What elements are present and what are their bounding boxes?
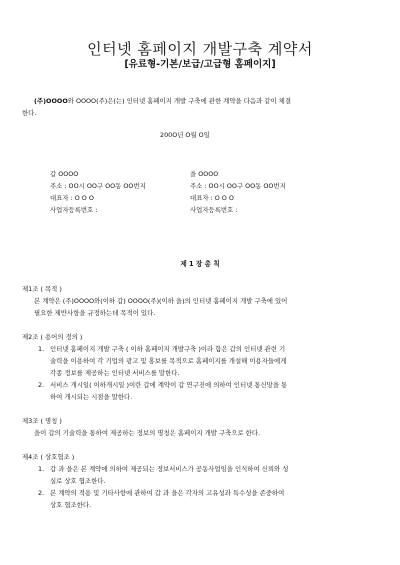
article-2-title: 제2조 ( 용어의 정의 ) (22, 333, 83, 341)
party-a-address: 주소 : OO시 OO구 OO동 OO번지 (50, 182, 146, 190)
article-4-item-2-num: 2. (38, 489, 45, 497)
article-1-line: 필요한 제반사항을 규정하는데 목적이 있다. (34, 309, 156, 317)
contract-date: 200O년 O월 O일 (160, 131, 210, 139)
party-a-ceo: 대표자 : O O O (50, 194, 94, 202)
article-2-item-1-num: 1. (38, 345, 45, 353)
chapter-heading: 제 1 장 총 칙 (180, 260, 220, 268)
article-4-title: 제4조 ( 상호협조 ) (22, 453, 75, 461)
document-subtitle: [유료형-기본/보급/고급형 홈페이지] (124, 59, 276, 70)
intro-company: (주)OOOO (34, 97, 68, 105)
party-a-name: 갑 OOOO (50, 170, 79, 178)
party-a-bizno: 사업자등록번호 : (50, 206, 98, 214)
document-title: 인터넷 홈페이지 개발구축 계약서 (87, 40, 313, 58)
party-b-ceo: 대표자 : O O O (190, 194, 234, 202)
article-2-item-2-line: 하여 개시되는 시점을 말한다. (50, 393, 133, 401)
party-b-name: 을 OOOO (190, 170, 219, 178)
article-4-item-2-line: 상호 협조한다. (50, 501, 92, 509)
article-3-title: 제3조 ( 명칭 ) (22, 417, 62, 425)
intro-line-1: (주)OOOO와 OOOO(주)은(는) 인터넷 홈페이지 개발 구축에 관한 계약을 다음과 같이 체결 (34, 97, 292, 105)
intro-line-2: 한다. (22, 109, 37, 117)
article-4-item-1-line: 실로 상호 협조한다. (50, 477, 106, 485)
party-b-address: 주소 : OO시 OO구 OO동 OO번지 (190, 182, 286, 190)
article-4-item-2-line: 본 계약의 적용 및 기타사항에 관하여 갑 과 을은 각자의 고유성과 특수성을 존중하여 (50, 489, 285, 497)
article-2-item-2-num: 2. (38, 381, 45, 389)
party-b-bizno: 사업자등록번호 : (190, 206, 238, 214)
article-1-line: 본 계약은 (주)OOOO와(이하 갑) OOOO(주)(이하 을)의 인터넷 홈페이지 개발 구축에 있어 (34, 297, 288, 305)
article-2-item-1-line: 각종 정보를 제공하는 인터넷 서비스를 말한다. (50, 369, 180, 377)
article-4-item-1-num: 1. (38, 465, 45, 473)
article-2-item-2-line: 서비스 개시일( 이하개시일 )이란 갑에 계약이 갑 연구진에 의하여 인터넷 통신망을 통 (50, 381, 288, 389)
article-1-title: 제1조 ( 목적 ) (22, 285, 62, 293)
article-2-item-1-line: 술력을 이용하여 각 기업의 광고 및 홍보를 목적으로 홈페이지를 개설해 이용자들에게 (50, 357, 287, 365)
article-2-item-1-line: 인터넷 홈페이지 개발 구축 ( 이하 홈페이지 개발구축 )이라 함은 갑의 인터넷 관련 기 (50, 345, 286, 353)
article-3-line: 을이 갑의 기술력을 통하여 제공하는 정보의 명칭은 홈페이지 개발 구축으로 한다. (34, 429, 261, 437)
article-4-item-1-line: 갑 과 을은 본 계약에 의하여 제공되는 정보서비스가 공동사업임을 인식하여 신뢰와 성 (50, 465, 289, 473)
